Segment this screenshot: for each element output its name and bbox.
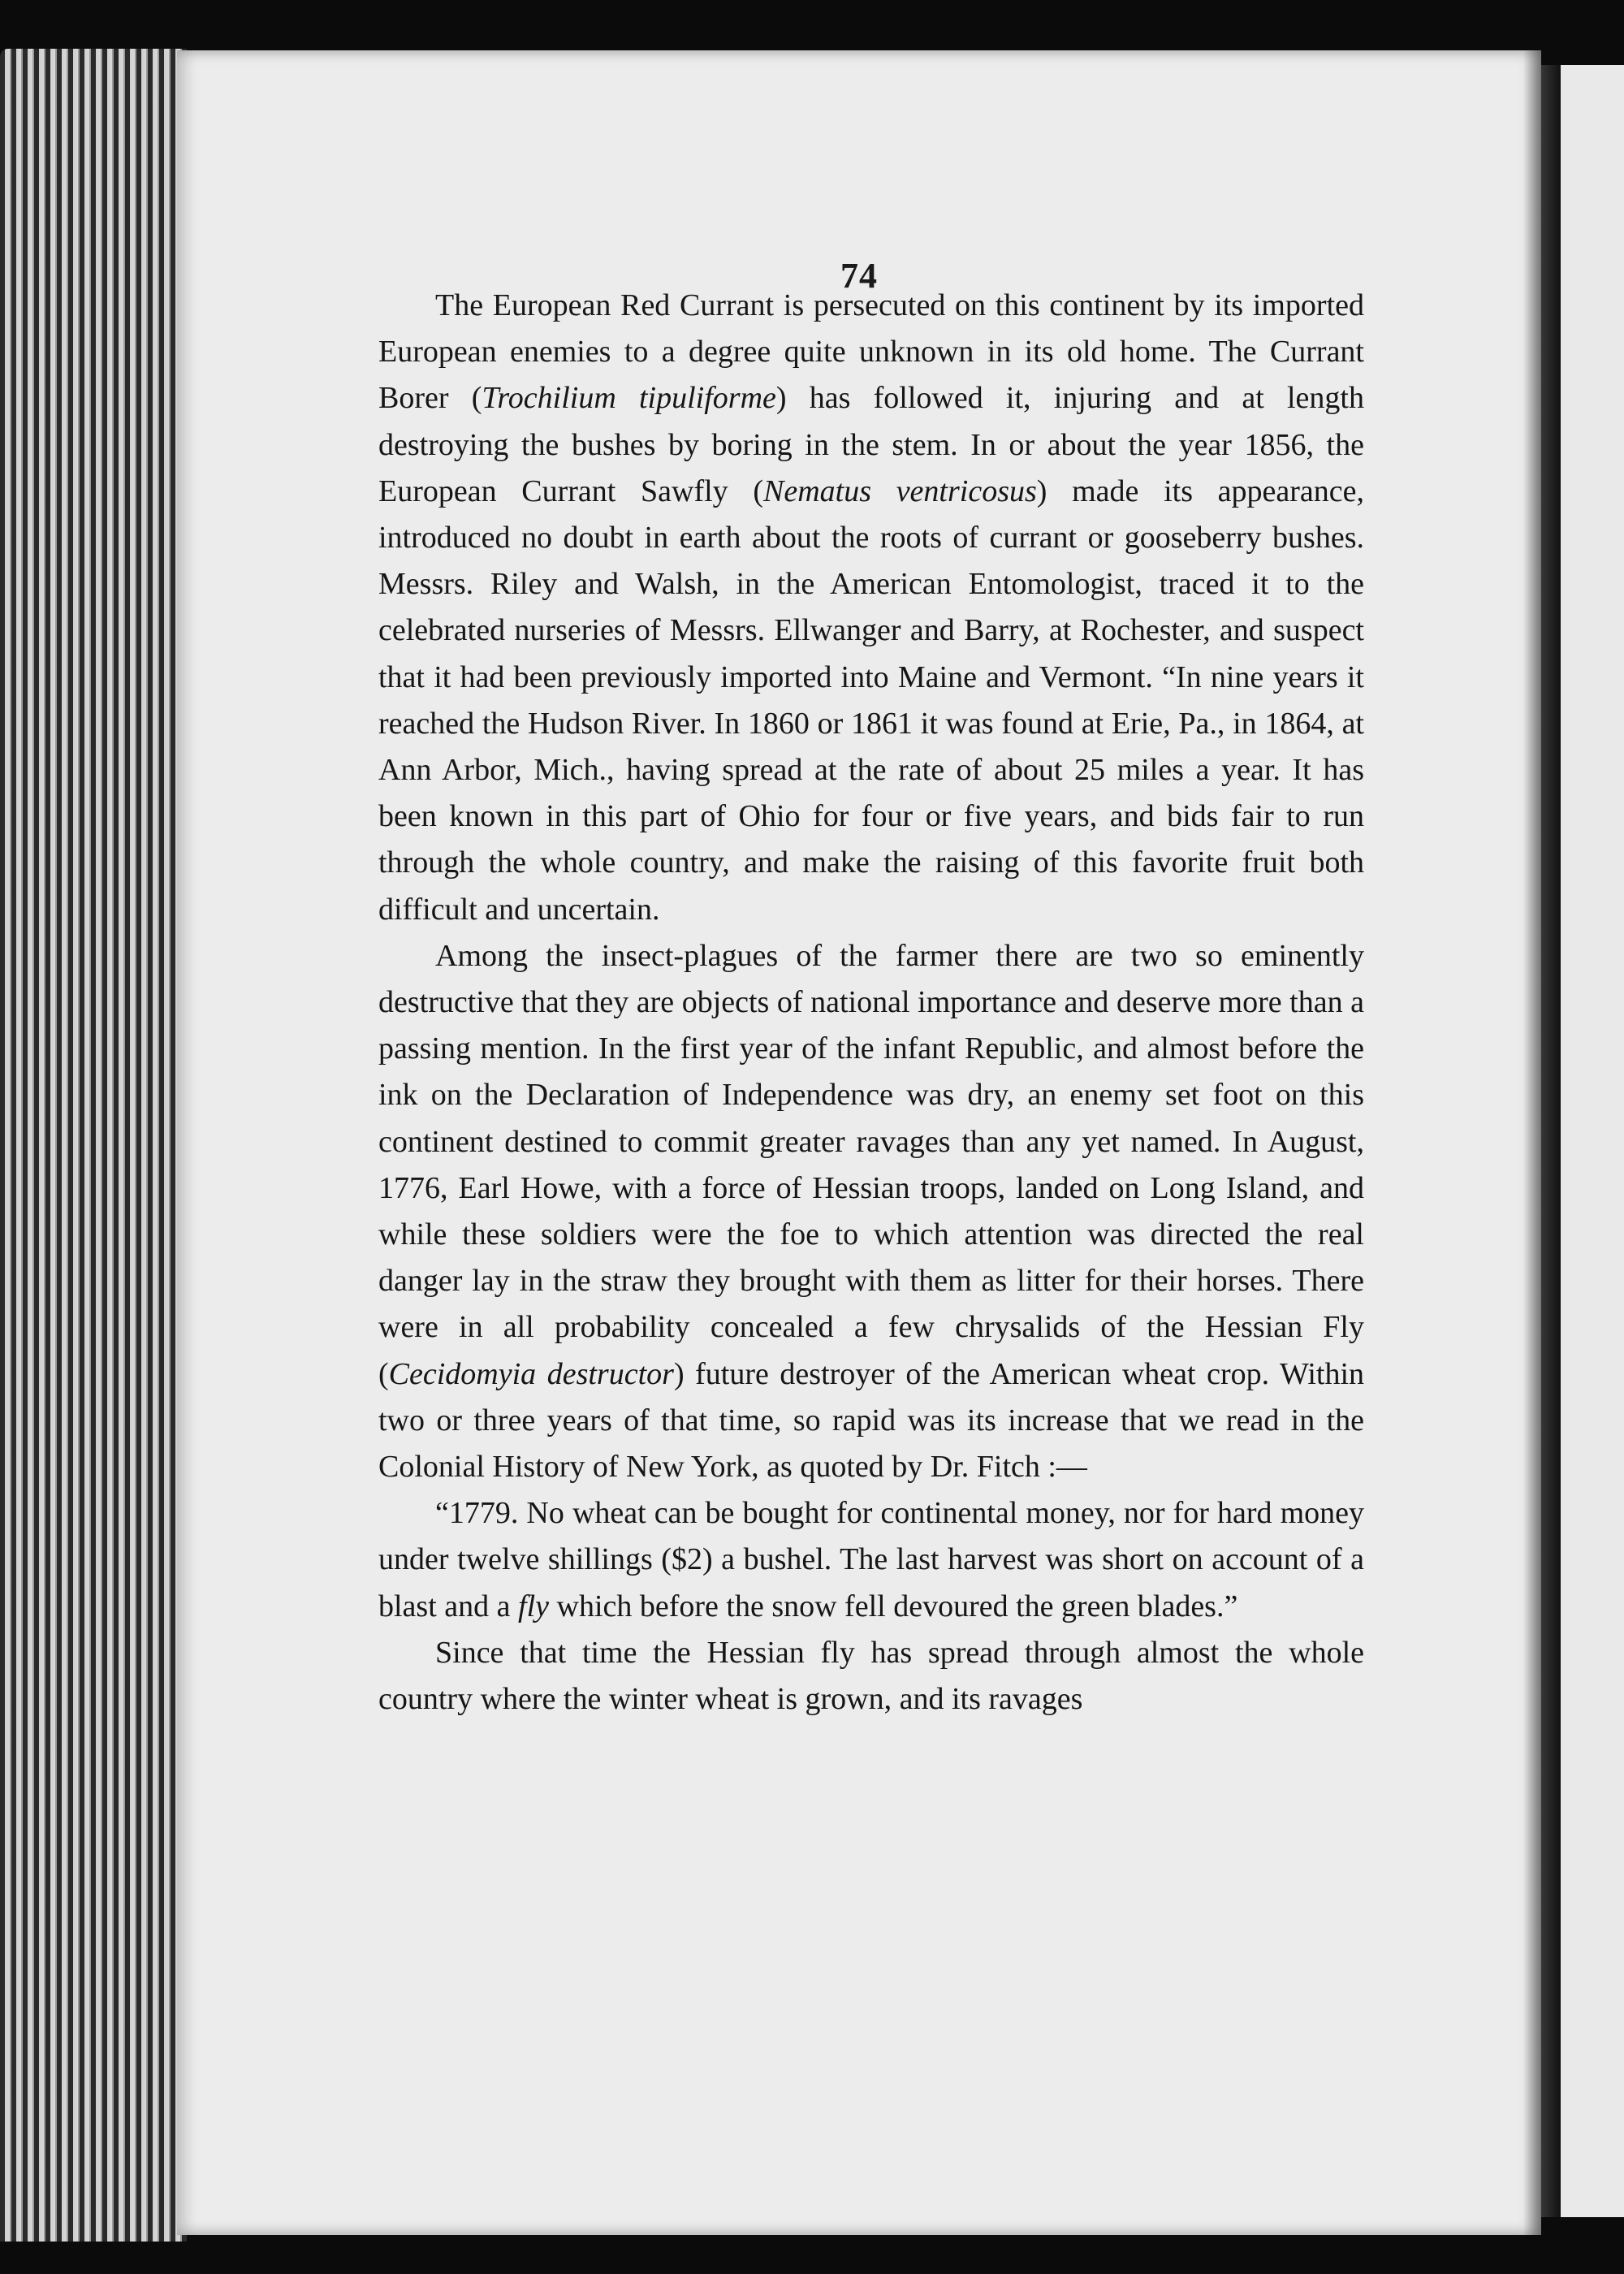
text-run: ) has followed it, injuring and at length destroying the bushes by boring in the stem. In or about the year 1856, the European Currant Sawfly ( bbox=[378, 381, 1364, 508]
book-page-edges bbox=[0, 49, 187, 2242]
paragraph bbox=[378, 1630, 1364, 1723]
italic-text: Cecidomyia destructor bbox=[388, 1356, 674, 1391]
page-body-text bbox=[378, 283, 1364, 1723]
italic-text: Nematus ventricosus bbox=[763, 473, 1037, 508]
paragraph bbox=[378, 283, 1364, 933]
text-run: The European Red Currant is persecuted on this continent by its imported European enemies to a degree quite unknown in its old home. The Currant Borer ( bbox=[378, 288, 1364, 416]
facing-page-edge bbox=[1561, 65, 1624, 2217]
page-number: 74 bbox=[840, 256, 878, 296]
text-run: which before the snow fell devoured the green blades.” bbox=[549, 1589, 1238, 1623]
italic-text: Trochilium tipuliforme bbox=[482, 381, 776, 416]
paragraph bbox=[378, 1490, 1364, 1630]
text-run: ) future destroyer of the American wheat crop. Within two or three years of that time, so rapid was its increase that we read in the Colonial History of New York, as quoted by Dr. Fitch :— bbox=[378, 1356, 1365, 1485]
text-run: Since that time the Hessian fly has spread through almost the whole country where the winter wheat is grown, and its ravages bbox=[378, 1635, 1364, 1717]
paragraph bbox=[378, 933, 1364, 1490]
italic-text: fly bbox=[518, 1589, 549, 1623]
text-run: Among the insect-plagues of the farmer there are two so eminently destructive that they are objects of national importance and deserve more than a passing mention. In the first year of the infant Republic, and almost before the ink on the Declaration of Independence was dry, an enemy set foot on this continent destined to commit greater ravages than any yet named. In August, 1776, Earl Howe, with a force of Hessian troops, landed on Long Island, and while these soldiers were the foe to which attention was directed the real danger lay in the straw they brought with them as litter for their horses. There were in all probability concealed a few chrysalids of the Hessian Fly ( bbox=[378, 938, 1364, 1391]
text-run: ) made its appearance, introduced no doubt in earth about the roots of currant or gooseberry bushes. Messrs. Riley and Walsh, in the American Entomologist, traced it to the celebrated nurseries of Messrs. Ellwanger and Barry, at Rochester, and suspect that it had been previously imported into Maine and Vermont. “In nine years it reached the Hudson River. In 1860 or 1861 it was found at Erie, Pa., in 1864, at Ann Arbor, Mich., having spread at the rate of about 25 miles a year. It has been known in this part of Ohio for four or five years, and bids fair to run through the whole country, and make the raising of this favorite fruit both difficult and uncertain. bbox=[378, 473, 1365, 927]
text-run: “1779. No wheat can be bought for continental money, nor for hard money under twelve shillings ($2) a bushel. The last harvest was short on account of a blast and a bbox=[378, 1496, 1364, 1623]
